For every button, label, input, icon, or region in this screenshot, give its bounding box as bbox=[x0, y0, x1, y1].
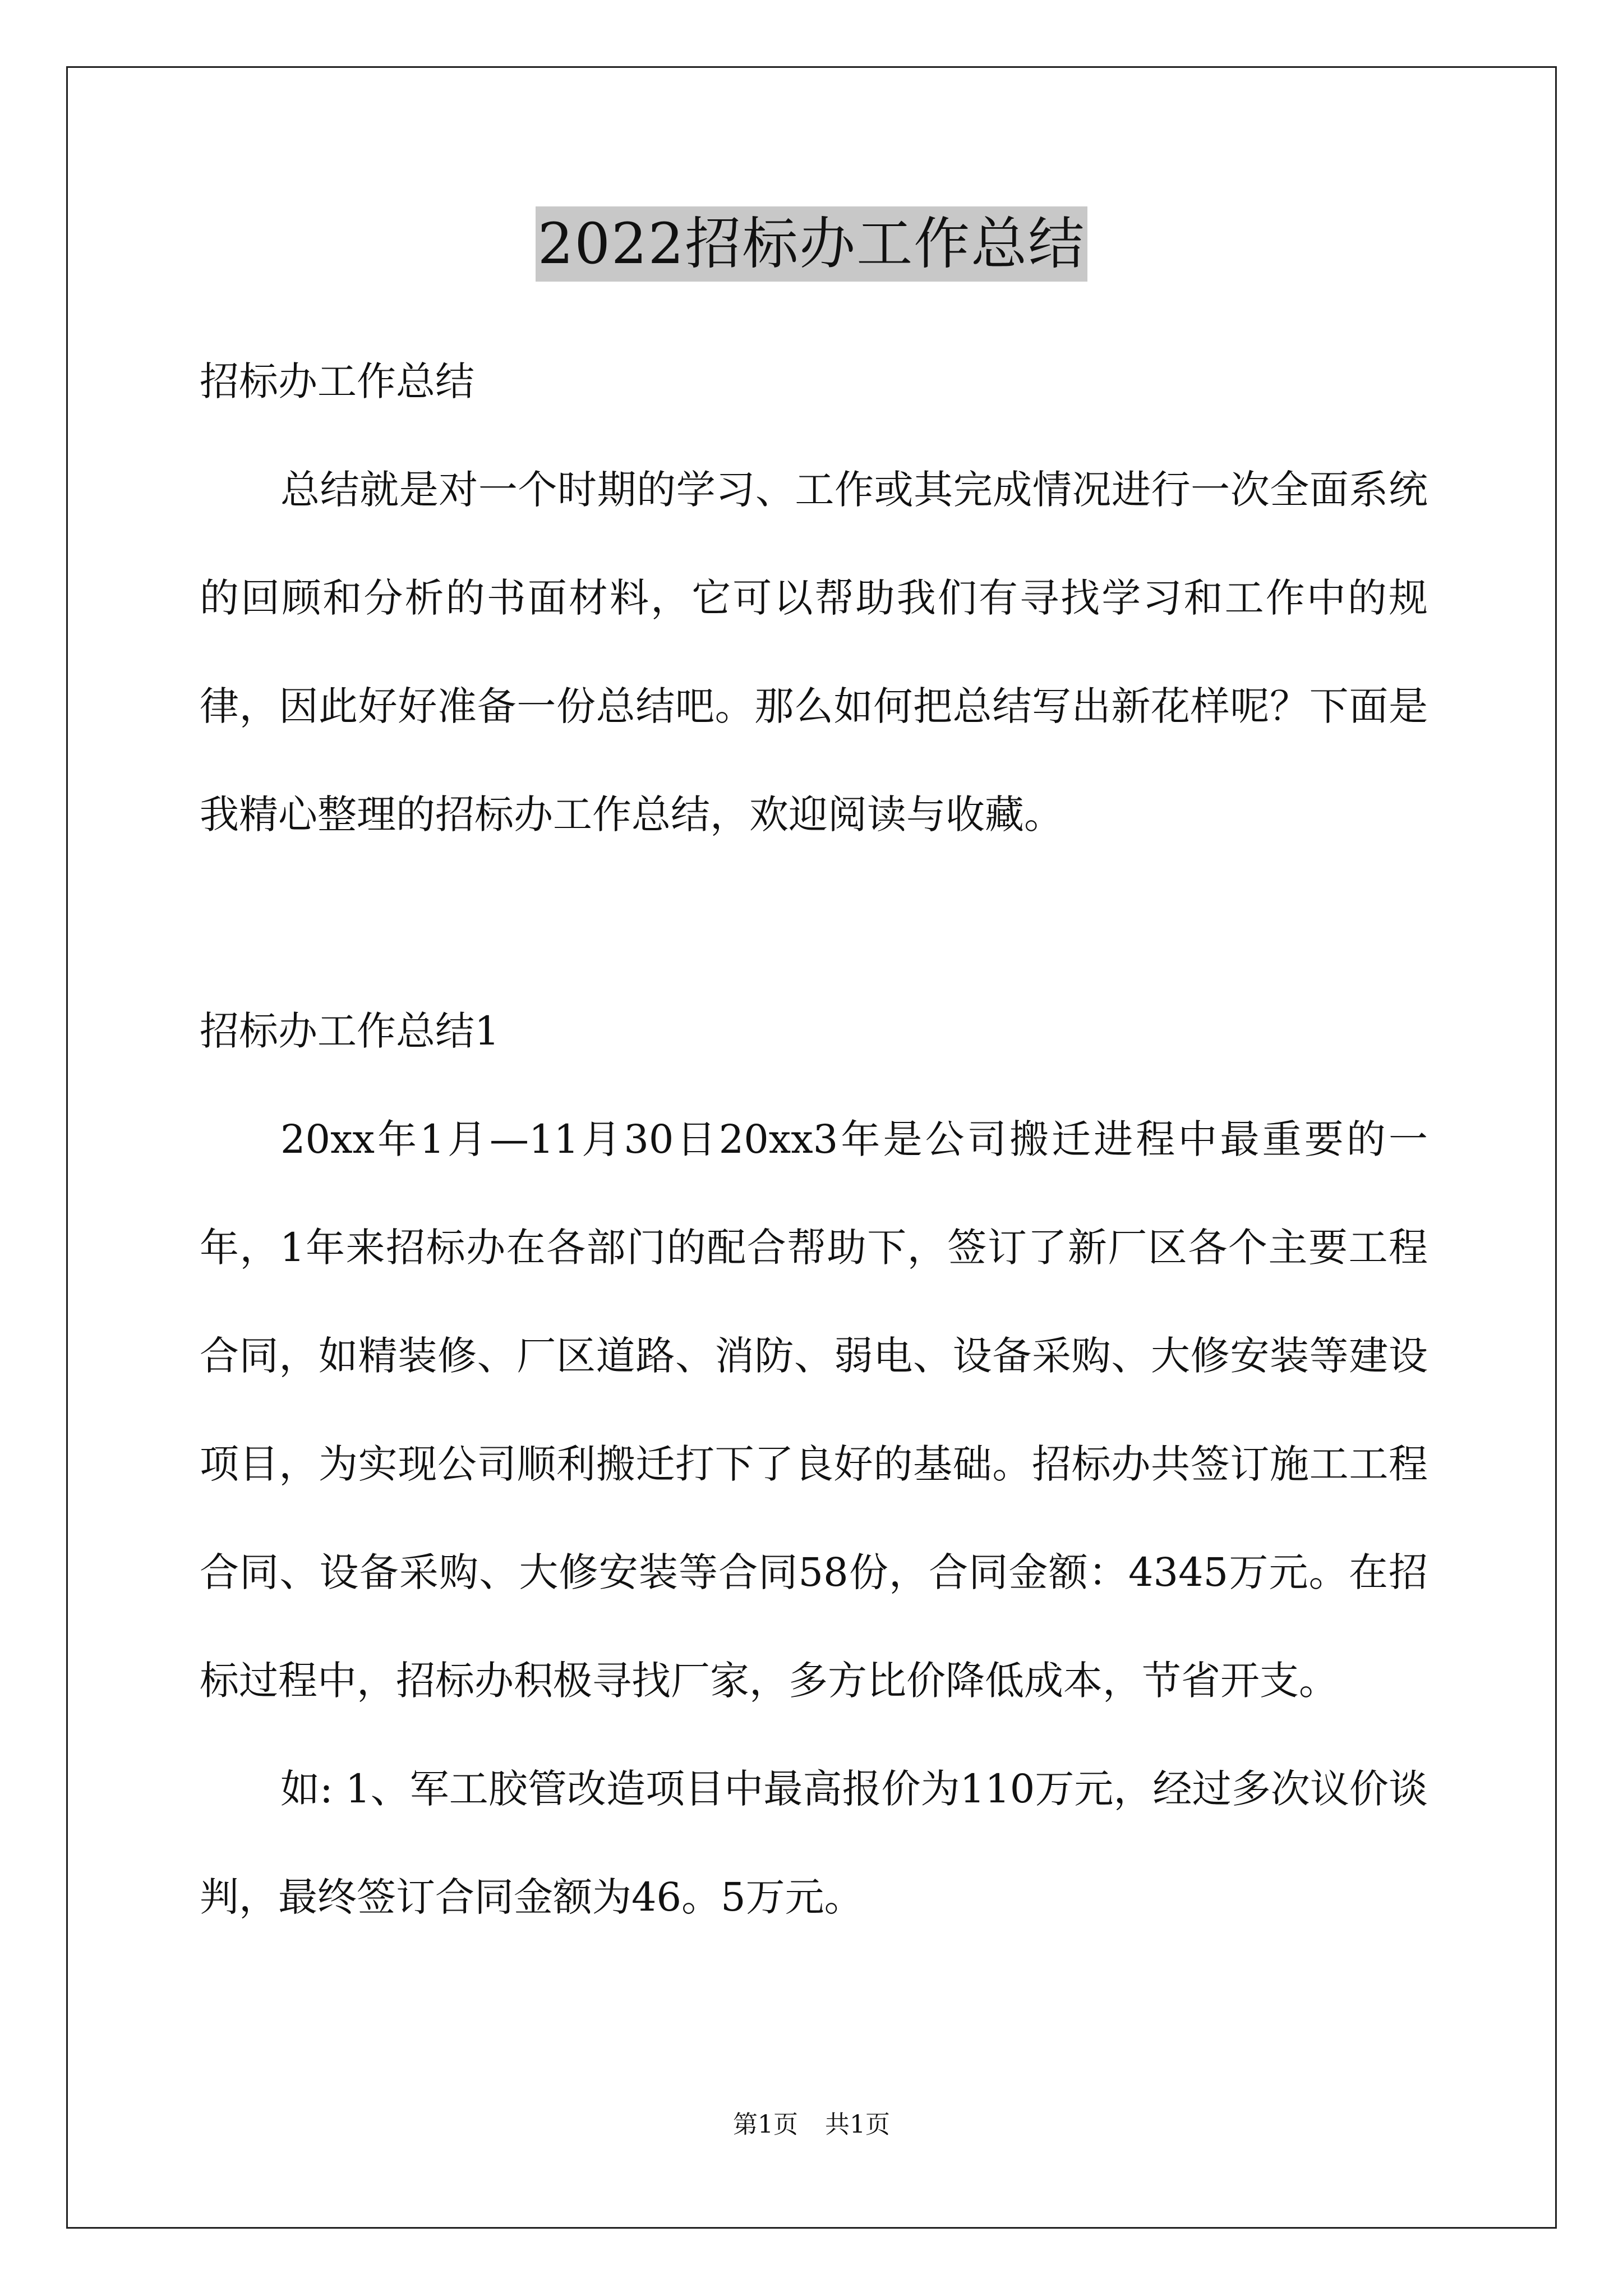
page-footer bbox=[0, 2108, 1623, 2142]
body-paragraph-2: 如: 1、军工胶管改造项目中最高报价为110万元，经过多次议价谈判，最终签订合同金额为46。5万元。 bbox=[200, 1766, 1428, 1920]
section-spacer bbox=[200, 869, 1428, 977]
section-heading: 招标办工作总结1 bbox=[200, 1008, 500, 1054]
title-container bbox=[0, 206, 1623, 282]
intro-paragraph: 总结就是对一个时期的学习、工作或其完成情况进行一次全面系统的回顾和分析的书面材料，它可以帮助我们有寻找学习和工作中的规律，因此好好准备一份总结吧。那么如何把总结写出新花样呢？下面是我精心整理的招标办工作总结，欢迎阅读与收藏。 bbox=[200, 467, 1428, 838]
heading: 招标办工作总结 bbox=[200, 358, 474, 404]
body-paragraph-1: 20xx年1月—11月30日20xx3年是公司搬迁进程中最重要的一年，1年来招标办在各部门的配合帮助下，签订了新厂区各个主要工程合同，如精装修、厂区道路、消防、弱电、设备采购、大修安装等建设项目，为实现公司顺利搬迁打下了良好的基础。招标办共签订施工工程合同、设备采购、大修安装等合同58份，合同金额：4345万元。在招标过程中，招标办积极寻找厂家，多方比价降低成本，节省开支。 bbox=[200, 1116, 1428, 1704]
page-number-total: 共1页 bbox=[825, 2110, 890, 2139]
document-title: 2022招标办工作总结 bbox=[536, 206, 1088, 282]
page-number-current: 第1页 bbox=[733, 2110, 798, 2139]
document-body bbox=[200, 328, 1428, 1952]
